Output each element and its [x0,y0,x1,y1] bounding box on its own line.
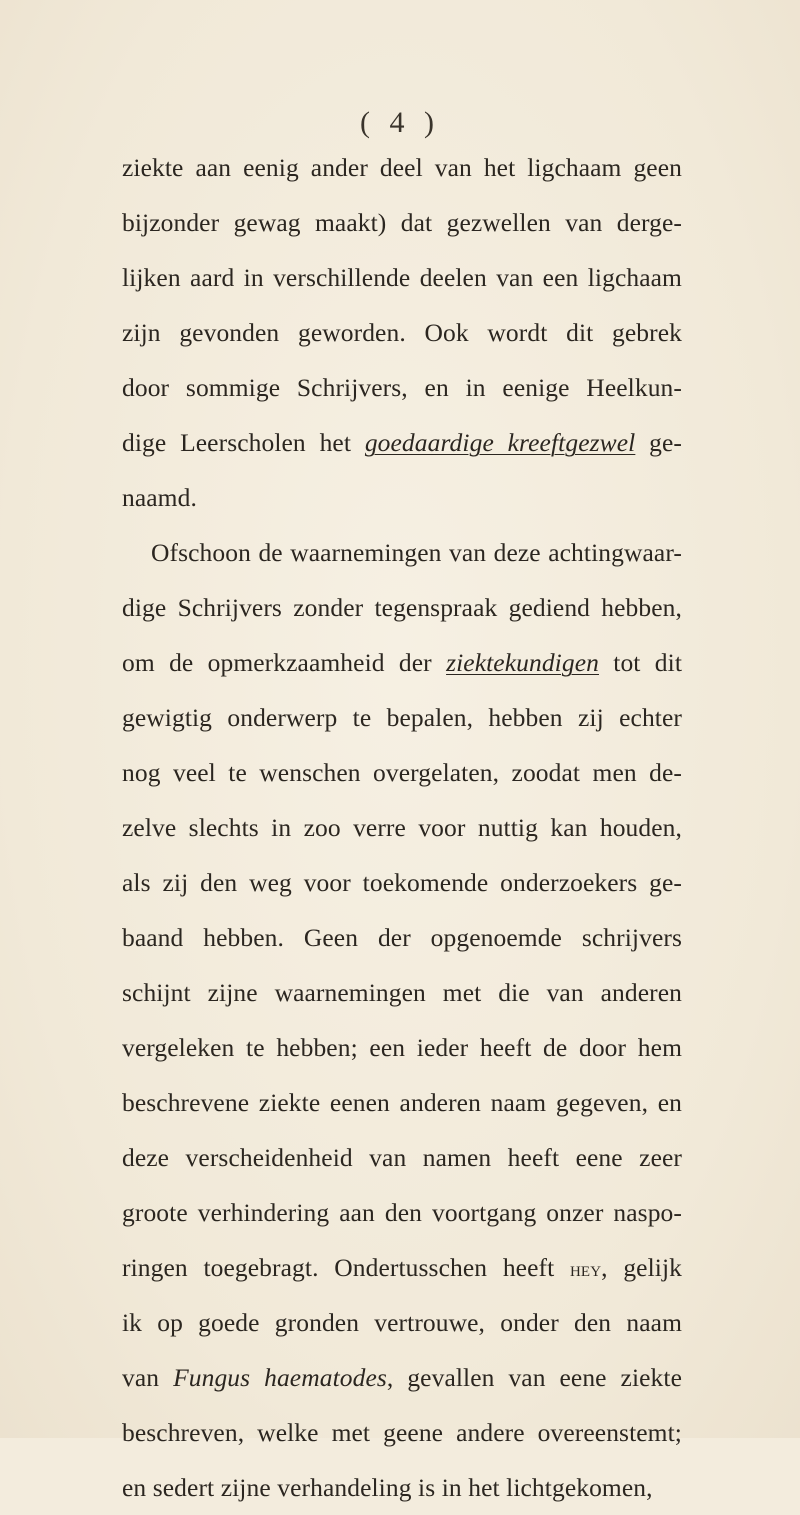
emphasized-term: Fungus haematodes [173,1363,387,1392]
text-line: ziekte aan eenig ander deel van het ligchaam geen [122,153,682,182]
text-line: dige Schrijvers zonder tegenspraak gediend hebben, [122,593,682,622]
text-line: groote verhindering aan den voortgang onzer naspo- [122,1198,682,1227]
text-line: naamd. [122,483,197,512]
text-line: baand hebben. Geen der opgenoemde schrijvers [122,923,682,952]
text-line: en sedert zijne verhandeling is in het lichtgekomen, [122,1473,653,1502]
text-line: zijn gevonden geworden. Ook wordt dit gebrek [122,318,682,347]
text-line: vergeleken te hebben; een ieder heeft de door hem [122,1033,682,1062]
page-number: ( 4 ) [360,106,440,139]
text-line: deze verscheidenheid van namen heeft eene zeer [122,1143,682,1172]
text-line: Ofschoon de waarnemingen van deze achtingwaar- [151,538,682,567]
text-line: gewigtig onderwerp te bepalen, hebben zij echter [122,703,682,732]
emphasized-term: hey [570,1256,602,1281]
text-line: dige Leerscholen het goedaardige kreeftgezwel ge- [122,428,683,457]
text-line: schijnt zijne waarnemingen met die van anderen [122,978,682,1007]
text-line: bijzonder gewag maakt) dat gezwellen van derge- [122,208,682,237]
text-line: als zij den weg voor toekomende onderzoekers ge- [122,868,682,897]
body-text [122,140,682,1515]
emphasized-term: ziektekundigen [446,648,599,677]
text-line: beschreven, welke met geene andere overeenstemt; [122,1418,682,1447]
text-line: door sommige Schrijvers, en in eenige Heelkun- [122,373,682,402]
text-line: van Fungus haematodes, gevallen van eene ziekte [122,1363,683,1392]
text-line: zelve slechts in zoo verre voor nuttig kan houden, [122,813,682,842]
text-line: om de opmerkzaamheid der ziektekundigen tot dit [122,648,682,677]
text-line: lijken aard in verschillende deelen van een ligchaam [122,263,682,292]
text-line: beschrevene ziekte eenen anderen naam gegeven, en [122,1088,682,1117]
text-line: nog veel te wenschen overgelaten, zoodat men de- [122,758,682,787]
text-line: ik op goede gronden vertrouwe, onder den naam [122,1308,682,1337]
emphasized-term: goedaardige kreeftgezwel [364,428,636,457]
text-line: ringen toegebragt. Ondertusschen heeft hey, gelijk [122,1253,683,1282]
